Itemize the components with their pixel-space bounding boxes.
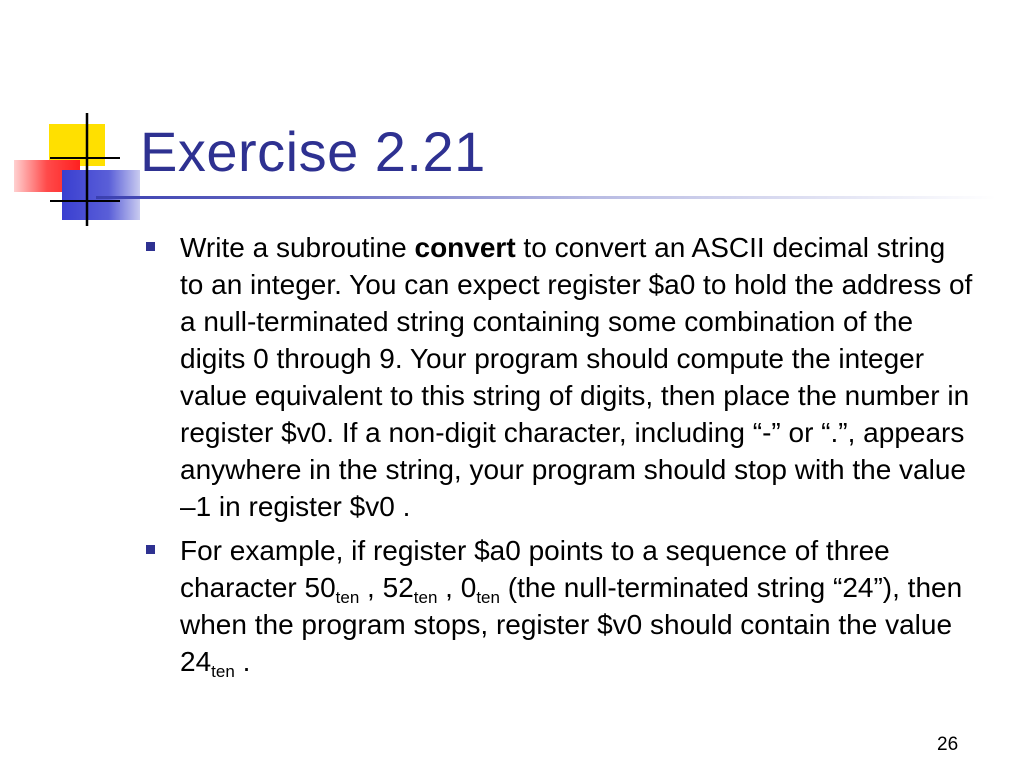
bullet-text [180, 229, 975, 525]
yellow-square [49, 124, 77, 166]
bullet-text-part: to convert an ASCII decimal string to an integer. You can expect register $a0 to hold the address of a null-terminated string containing some combination of the digits 0 through 9. Your program should compute the integer value equivalent to this string of digits, then place the number in register $v0. If a non-digit character, including “-” or “.”, appears anywhere in the string, your program should stop with the value –1 in register $v0 . [180, 232, 973, 522]
bullet-text-part: , 52 [359, 572, 414, 603]
page-number: 26 [937, 734, 959, 755]
title-underline [96, 196, 996, 199]
blue-bar [62, 170, 140, 220]
bullet-text-part: For example, if register $a0 points to a sequence of three character 50 [180, 535, 890, 603]
bullet-item [146, 229, 986, 525]
subscript: ten [476, 588, 500, 607]
bullet-text-part: . [234, 646, 251, 677]
slide-title: Exercise 2.21 [140, 120, 486, 183]
bullet-text-part: , 0 [437, 572, 477, 603]
subscript: ten [413, 588, 438, 607]
yellow-square-right [77, 124, 105, 166]
bullet-square-icon [146, 229, 180, 525]
subscript: ten [335, 588, 360, 607]
bullet-item [146, 532, 986, 680]
bullet-text-part: Write a subroutine [180, 232, 415, 263]
bullet-square-icon [146, 532, 180, 680]
bullet-text-part: (the null-terminated string “24”), then when the program stops, register $v0 should contain the value 24 [180, 572, 963, 677]
bullet-bold-term: convert [414, 232, 516, 263]
bullet-text [180, 532, 975, 680]
decorative-squares [0, 0, 160, 240]
bullet-list [146, 229, 986, 687]
subscript: ten [211, 662, 235, 681]
